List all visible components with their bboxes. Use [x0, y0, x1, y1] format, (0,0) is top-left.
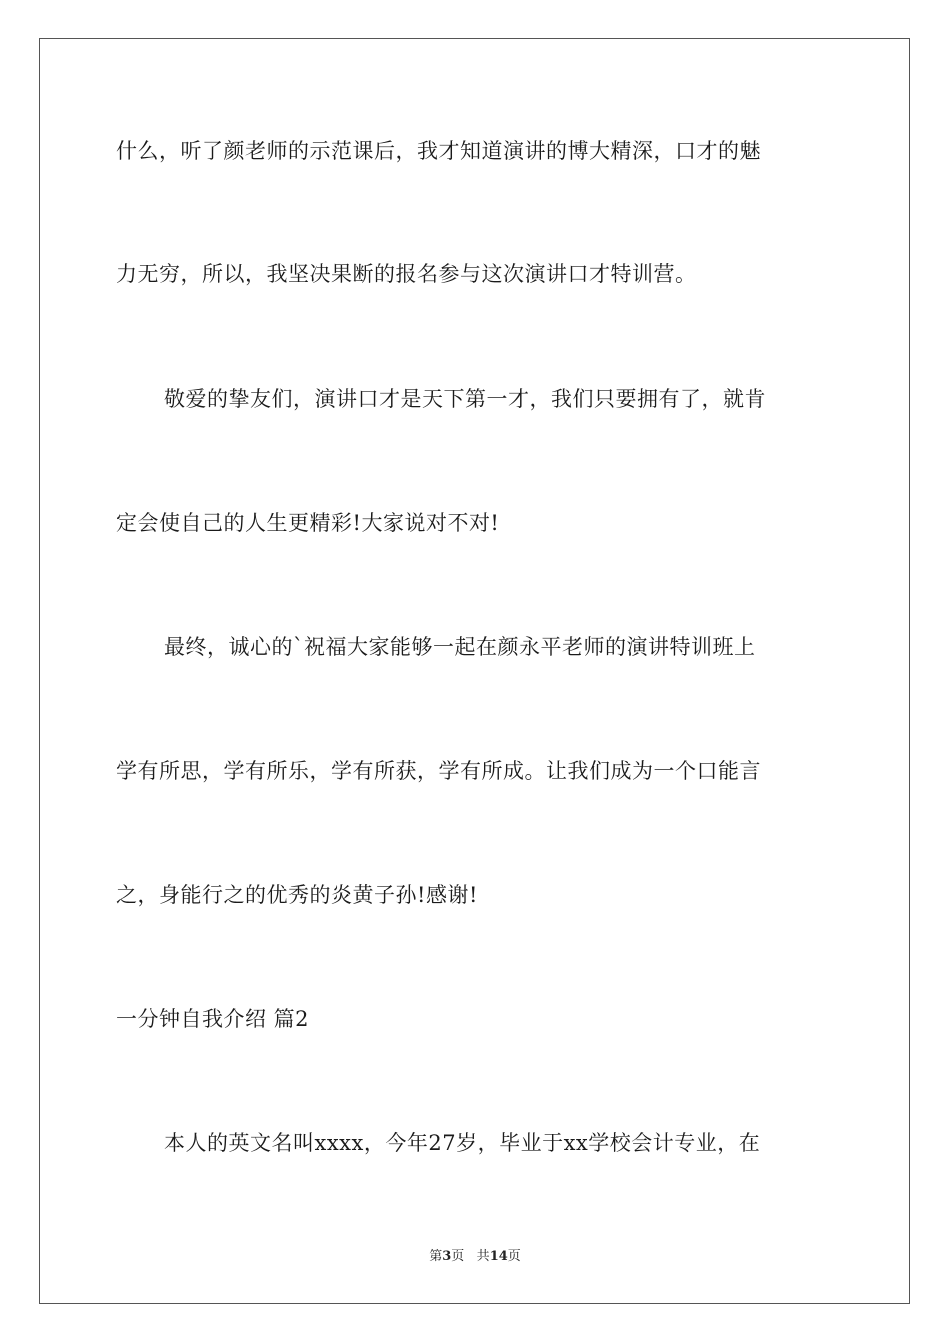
- body-line-3: 敬爱的挚友们，演讲口才是天下第一才，我们只要拥有了，就肯: [164, 387, 766, 411]
- page-number: 3: [442, 1249, 452, 1264]
- body-line-7: 之，身能行之的优秀的炎黄子孙!感谢!: [116, 883, 478, 907]
- page-suffix: 页: [451, 1249, 465, 1264]
- body-line-4: 定会使自己的人生更精彩!大家说对不对!: [116, 511, 500, 535]
- page-prefix: 第: [429, 1249, 443, 1264]
- body-line-2: 力无穷，所以，我坚决果断的报名参与这次演讲口才特训营。: [116, 262, 697, 286]
- total-suffix: 页: [507, 1249, 521, 1264]
- body-line-5: 最终，诚心的`祝福大家能够一起在颜永平老师的演讲特训班上: [164, 635, 756, 659]
- body-line-8: 本人的英文名叫xxxx，今年27岁，毕业于xx学校会计专业，在: [164, 1131, 761, 1155]
- body-line-6: 学有所思，学有所乐，学有所获，学有所成。让我们成为一个口能言: [116, 759, 761, 783]
- total-pages: 14: [489, 1249, 508, 1264]
- page-border: [39, 38, 910, 1304]
- body-line-1: 什么，听了颜老师的示范课后，我才知道演讲的博大精深，口才的魅: [116, 139, 761, 163]
- total-prefix: 共: [476, 1249, 490, 1264]
- section-heading: 一分钟自我介绍 篇2: [116, 1007, 310, 1031]
- page-footer: [0, 1248, 950, 1266]
